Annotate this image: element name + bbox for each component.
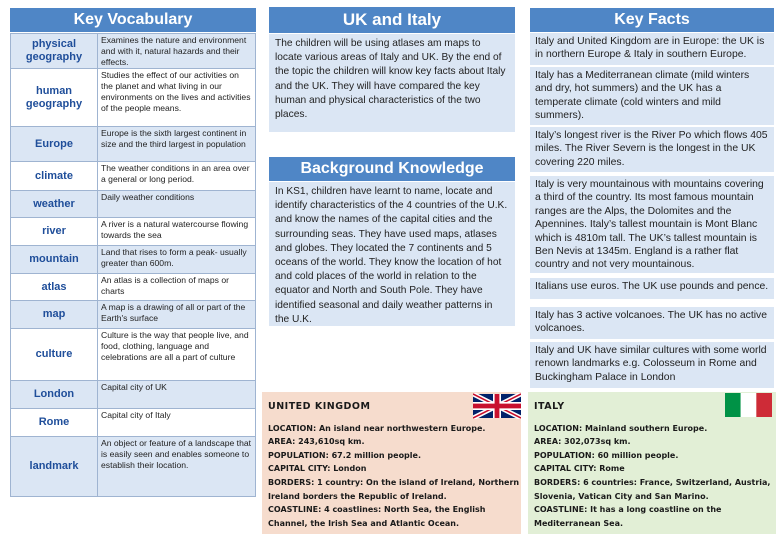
key-fact: Italy and United Kingdom are in Europe: the UK is in northern Europe & Italy in southern Europe.	[530, 33, 774, 65]
vocab-term: mountain	[11, 246, 98, 274]
italy-location: LOCATION: Mainland southern Europe.	[534, 423, 708, 433]
vocab-definition: Capital city of Italy	[98, 409, 256, 437]
italy-borders: BORDERS: 6 countries: France, Switzerland, Austria, Slovenia, Vatican City and San Marino.	[534, 477, 771, 501]
italy-coastline: COASTLINE: It has a long coastline on the Mediterranean Sea.	[534, 505, 722, 528]
vocab-term: map	[11, 301, 98, 329]
vocab-term: river	[11, 218, 98, 246]
uk-card-title: UNITED KINGDOM	[268, 401, 371, 412]
vocab-term: weather	[11, 191, 98, 218]
italy-flag-icon	[725, 393, 772, 417]
uk-flag-icon	[473, 393, 521, 419]
key-facts-header: Key Facts	[530, 8, 774, 32]
vocab-term: culture	[11, 329, 98, 381]
key-fact: Italians use euros. The UK use pounds and pence.	[530, 278, 774, 299]
vocab-definition: Examines the nature and environment and with it, natural hazards and their effects.	[98, 34, 256, 69]
vocab-term: Rome	[11, 409, 98, 437]
vocab-definition: Daily weather conditions	[98, 191, 256, 218]
italy-card-title: ITALY	[534, 401, 565, 412]
uk-location: LOCATION: An island near northwestern Europe.	[268, 423, 486, 433]
vocab-term: atlas	[11, 274, 98, 301]
uk-capital: CAPITAL CITY: London	[268, 464, 367, 474]
vocab-definition: An atlas is a collection of maps or charts	[98, 274, 256, 301]
italy-area: AREA: 302,073sq km.	[534, 437, 631, 447]
background-header: Background Knowledge	[269, 157, 515, 181]
key-fact: Italy and UK have similar cultures with some world renown landmarks e.g. Colosseum in Rome and Buckingham Palace in London	[530, 342, 774, 388]
vocab-term: physical geography	[11, 34, 98, 69]
vocabulary-table	[10, 33, 256, 497]
vocab-definition: A map is a drawing of all or part of the Earth's surface	[98, 301, 256, 329]
key-fact: Italy has a Mediterranean climate (mild winters and dry, hot summers) and the UK has a temperate climate (cold winters and mild summers).	[530, 67, 774, 125]
uk-italy-header: UK and Italy	[269, 7, 515, 33]
background-text: In KS1, children have learnt to name, locate and identify characteristics of the 4 countries of the U.K. and know the names of the capital cities and the surrounding seas. They have used maps, atlases and globes. They located the 7 continents and 5 oceans of the world. They know the location of hot and cold places of the world in relation to the equator and North and South Pole. They have identified seasonal and daily weather patterns in the U.K.	[269, 182, 515, 326]
uk-population: POPULATION: 67.2 million people.	[268, 450, 421, 460]
vocab-term: climate	[11, 162, 98, 191]
vocab-term: London	[11, 381, 98, 409]
vocab-definition: A river is a natural watercourse flowing towards the sea	[98, 218, 256, 246]
vocab-term: landmark	[11, 437, 98, 497]
key-fact: Italy’s longest river is the River Po which flows 405 miles. The River Severn is the longest in the UK covering 220 miles.	[530, 127, 774, 172]
vocab-definition: Studies the effect of our activities on the planet and what living in our environments on the lives and activities of the people means.	[98, 69, 256, 127]
vocab-term: Europe	[11, 127, 98, 162]
vocab-definition: Capital city of UK	[98, 381, 256, 409]
uk-borders: BORDERS: 1 country: On the island of Ireland, Northern Ireland borders the Republic of Ireland.	[268, 477, 520, 501]
uk-area: AREA: 243,610sq km.	[268, 437, 365, 447]
vocab-definition: Land that rises to form a peak- usually greater than 600m.	[98, 246, 256, 274]
vocab-definition: The weather conditions in an area over a general or long period.	[98, 162, 256, 191]
key-fact: Italy is very mountainous with mountains covering a third of the country. Its most famous mountain ranges are the Alps, the Dolomites and the Apennines. Italy’s tallest mountain is Mont Blanc which is 4810m tall. The UK’s tallest mountain is Ben Nevis at 1345m. England is a rather flat country and not very mountainous.	[530, 176, 774, 273]
key-fact: Italy has 3 active volcanoes. The UK has no active volcanoes.	[530, 307, 774, 339]
vocabulary-header: Key Vocabulary	[10, 8, 256, 32]
vocab-definition: Culture is the way that people live, and food, clothing, language and celebrations are all a part of culture	[98, 329, 256, 381]
italy-card-content	[534, 400, 774, 530]
italy-population: POPULATION: 60 million people.	[534, 450, 679, 460]
vocab-term: human geography	[11, 69, 98, 127]
uk-italy-text: The children will be using atlases am maps to locate various areas of Italy and UK. By the end of the topic the children will know key facts about Italy and the UK. They will have compared the key human and physical characteristics of the two places.	[269, 34, 515, 132]
uk-coastline: COASTLINE: 4 coastlines: North Sea, the English Channel, the Irish Sea and Atlantic Ocean.	[268, 505, 486, 528]
italy-capital: CAPITAL CITY: Rome	[534, 464, 625, 474]
vocab-definition: An object or feature of a landscape that is easily seen and enables someone to establish their location.	[98, 437, 256, 497]
vocab-definition: Europe is the sixth largest continent in size and the third largest in population	[98, 127, 256, 162]
uk-card-content	[268, 400, 520, 530]
